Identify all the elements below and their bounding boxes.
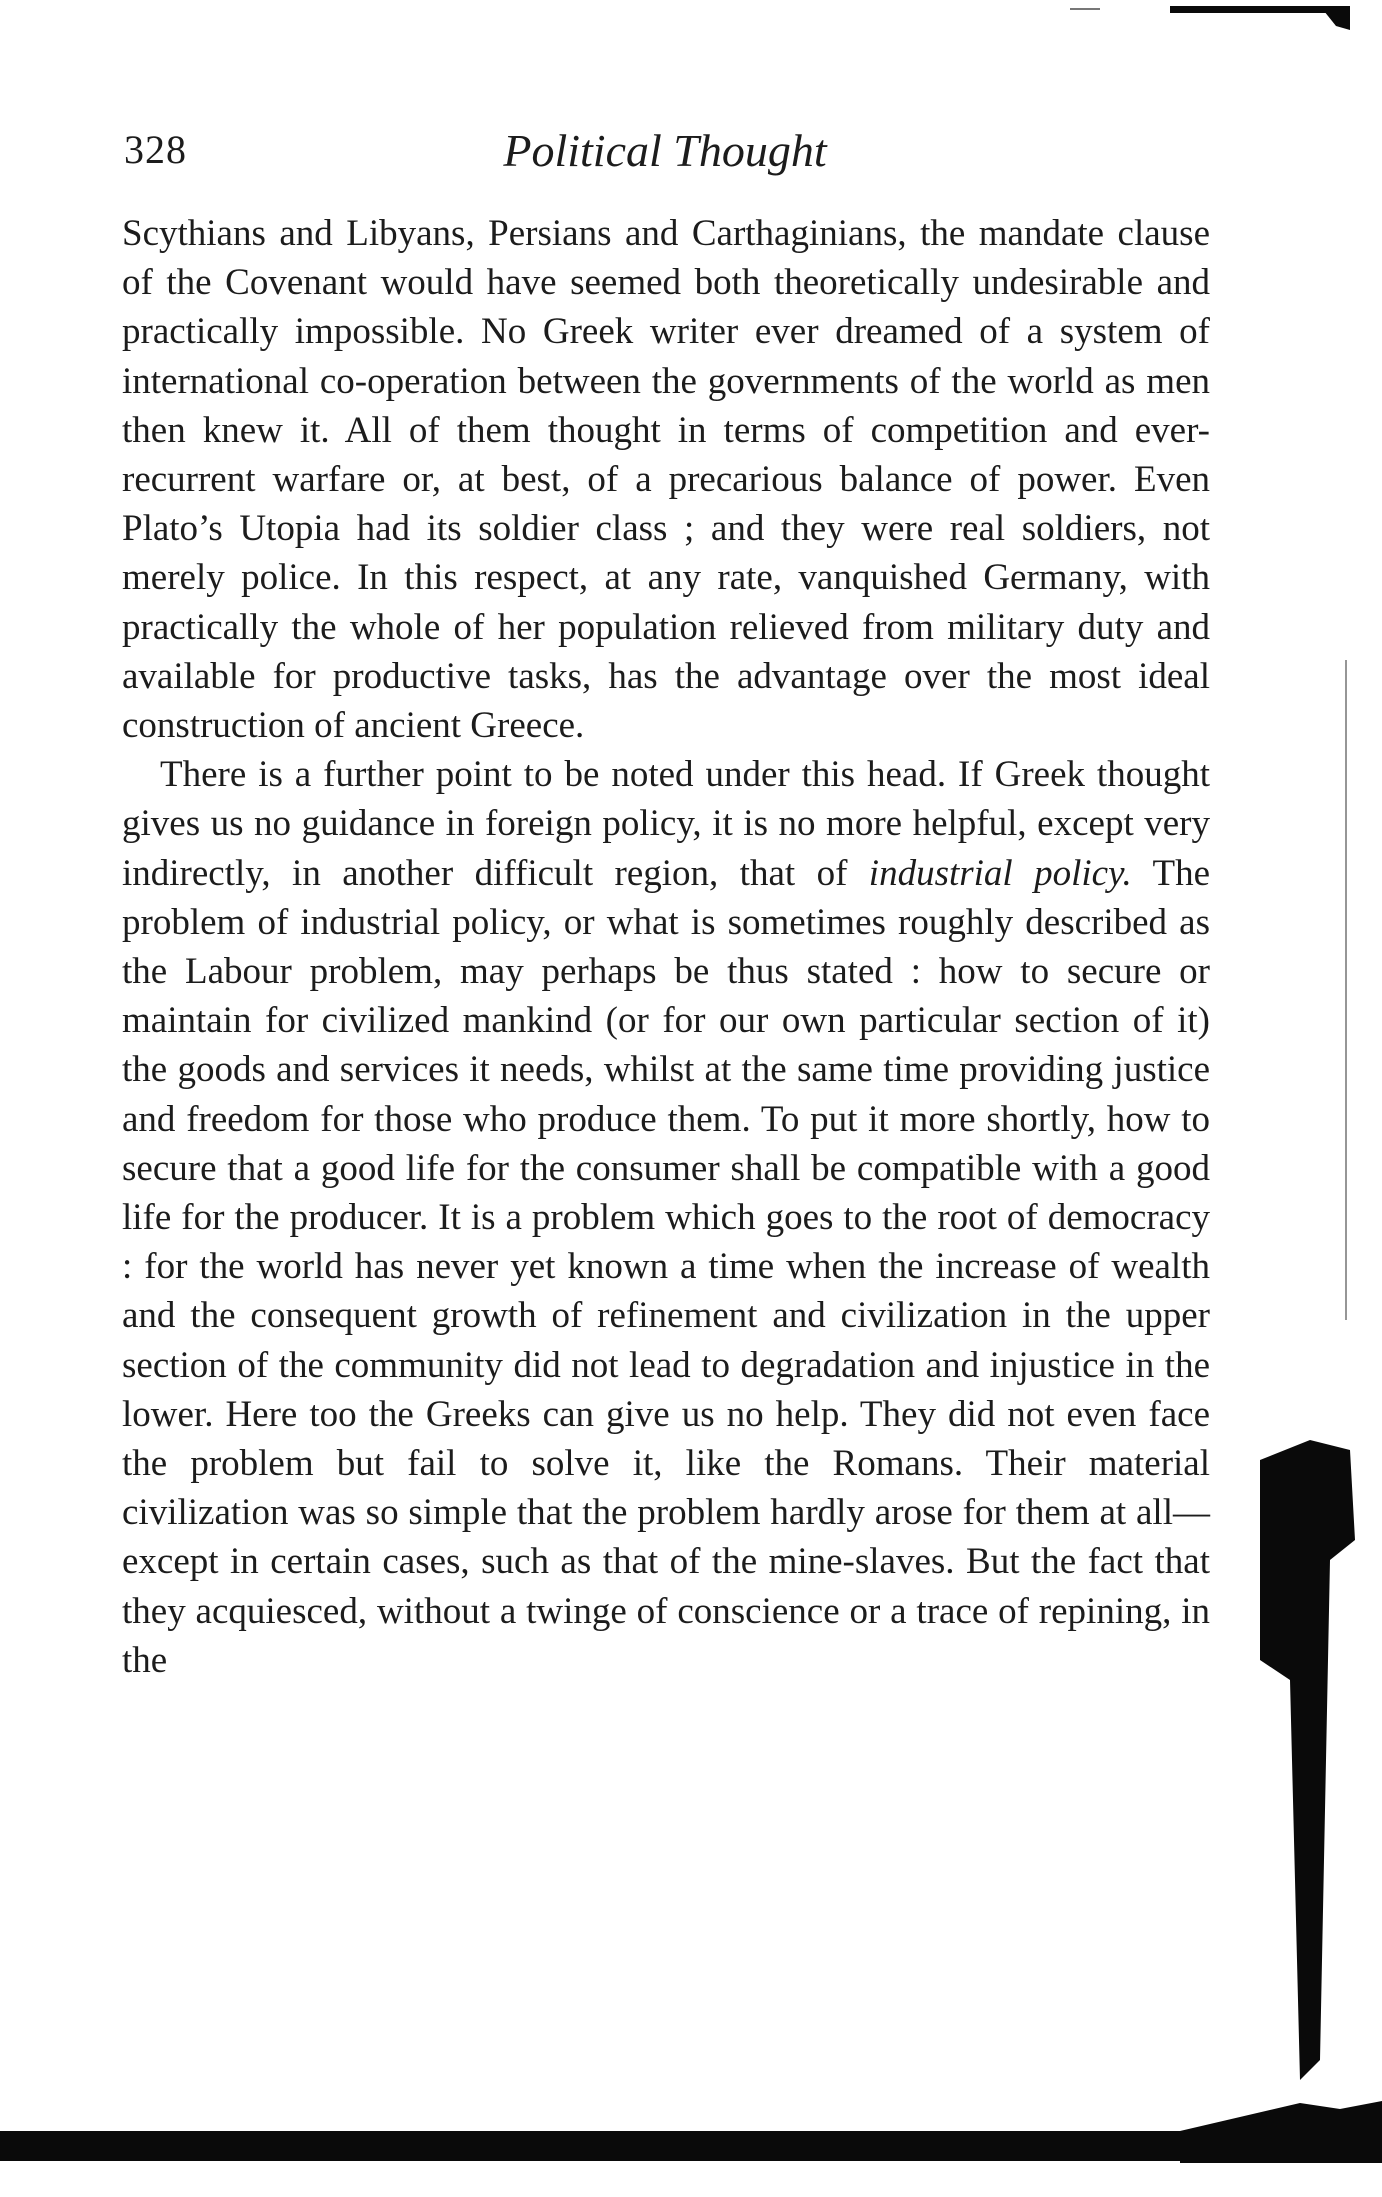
running-title: Political Thought <box>503 125 827 176</box>
scan-edge-mark-bottom <box>0 2091 1382 2163</box>
margin-speckle-line <box>1344 660 1348 1320</box>
scan-edge-mark-top <box>1050 0 1350 30</box>
page-number: 328 <box>124 127 187 172</box>
binding-shadow <box>1240 1420 1360 2080</box>
emphasized-term: industrial policy. <box>868 852 1132 894</box>
paragraph-2-end: The problem of industrial policy, or what is sometimes roughly described as the Labour problem, may perhaps be thus stated : how to secure or maintain for civilized mankind (or for our own particular section of it) the goods and services it needs, whilst at the same time providing justice and freedom for those who produce them. To put it more shortly, how to secure that a good life for the consumer shall be compatible with a good life for the producer. It is a problem which goes to the root of democracy : for the world has never yet known a time when the increase of wealth and the consequent growth of refinement and civilization in the upper section of the community did not lead to degradation and injustice in the lower. Here too the Greeks can give us no help. They did not even face the problem but fail to solve it, like the Romans. Their material civilization was so simple that the problem hardly arose for them at all—except in certain cases, such as that of the mine-slaves. But the fact that they acquiesced, without a twinge of conscience or a trace of repining, in the <box>122 852 1210 1681</box>
paragraph-2 <box>122 750 1210 1685</box>
body-text <box>122 209 1210 1685</box>
paragraph-2-start: There is a further point to be noted under this head. If Greek thought gives us no guidance in foreign policy, it is no more helpful, except very indirectly, in another difficult region, that of <box>122 754 1210 894</box>
paragraph-1: Scythians and Libyans, Persians and Carthaginians, the mandate clause of the Covenant would have seemed both theoretically undesirable and practically impossible. No Greek writer ever dreamed of a system of international co-operation between the governments of the world as men then knew it. All of them thought in terms of competition and ever-recurrent warfare or, at best, of a precarious balance of power. Even Plato’s Utopia had its soldier class ; and they were real soldiers, not merely police. In this respect, at any rate, vanquished Germany, with practically the whole of her population relieved from military duty and available for productive tasks, has the advantage over the most ideal construction of ancient Greece. <box>122 213 1210 747</box>
running-head <box>118 112 1212 182</box>
